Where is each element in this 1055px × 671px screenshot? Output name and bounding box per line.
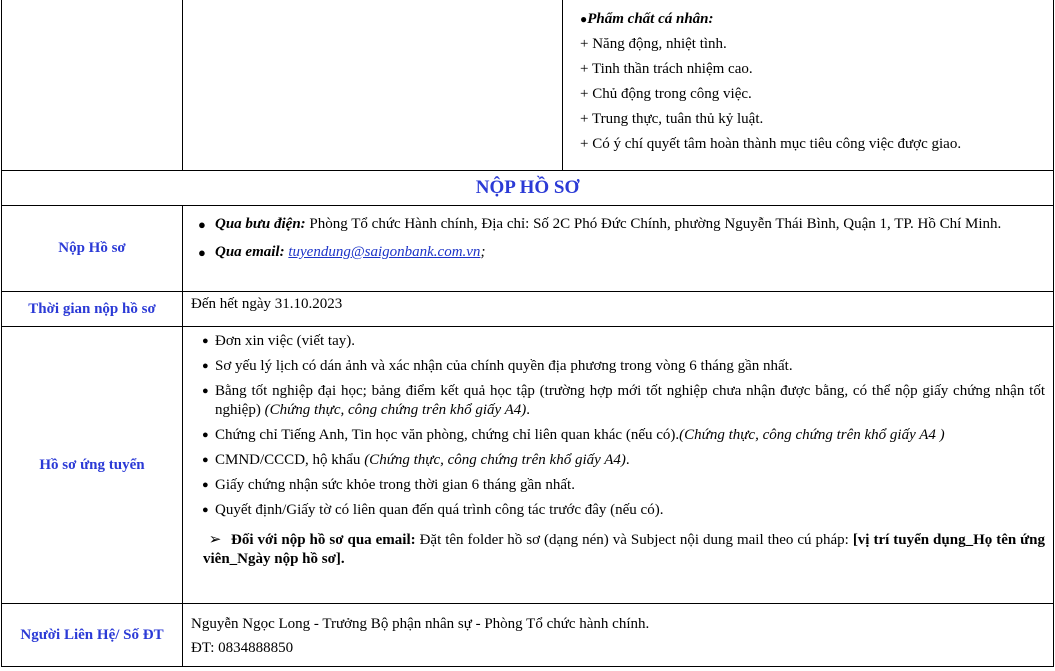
bullet-icon: ● <box>202 454 209 466</box>
deadline-value: Đến hết ngày 31.10.2023 <box>183 292 1054 327</box>
contact-cell <box>183 604 1054 667</box>
qualities-label-cell <box>2 0 183 171</box>
bullet-icon: ● <box>202 360 209 372</box>
document-item: ● Giấy chứng nhận sức khỏe trong thời gian 6 tháng gần nhất. <box>202 477 575 493</box>
documents-cell <box>183 327 1054 604</box>
document-item: ● Đơn xin việc (viết tay). <box>202 333 355 349</box>
post-label: Qua bưu điện: <box>215 216 306 232</box>
deadline-row <box>2 292 1054 327</box>
document-item: ● CMND/CCCD, hộ khẩu (Chứng thực, công chứng trên khổ giấy A4). <box>202 452 630 468</box>
email-link[interactable]: tuyendung@saigonbank.com.vn <box>288 244 481 260</box>
document-item: ● Chứng chỉ Tiếng Anh, Tin học văn phòng, chứng chỉ liên quan khác (nếu có).(Chứng thực, công chứng trên khổ giấy A4 ) <box>202 427 945 443</box>
contact-phone: ĐT: 0834888850 <box>191 640 294 656</box>
bullet-icon: ● <box>202 479 209 491</box>
contact-label: Người Liên Hệ/ Số ĐT <box>2 604 183 667</box>
email-submission-note: ➢ Đối với nộp hồ sơ qua email: Đặt tên folder hồ sơ (dạng nén) và Subject nội dung mail theo cú pháp: [vị trí tuyển dụng_Họ tên ứng viên_Ngày nộp hồ sơ]. <box>203 532 1046 567</box>
documents-label: Hồ sơ ứng tuyển <box>2 327 183 604</box>
submit-row <box>2 206 1054 292</box>
submit-email-item: ● Qua email: tuyendung@saigonbank.com.vn; <box>198 244 486 260</box>
documents-row <box>2 327 1054 604</box>
qualities-row <box>2 0 1054 171</box>
arrow-icon: ➢ <box>208 532 222 548</box>
section-title: NỘP HỒ SƠ <box>2 171 1054 206</box>
quality-item: + Có ý chí quyết tâm hoàn thành mục tiêu công việc được giao. <box>580 136 962 152</box>
document-item: ● Bằng tốt nghiệp đại học; bảng điểm kết quả học tập (trường hợp mới tốt nghiệp chưa nhận được bằng, có thể nộp giấy chứng nhận tốt nghiệp) (Chứng thực, công chứng trên khổ giấy A4). <box>202 383 1045 418</box>
document-item: ● Quyết định/Giấy tờ có liên quan đến quá trình công tác trước đây (nếu có). <box>202 502 664 518</box>
submit-label: Nộp Hồ sơ <box>2 206 183 292</box>
qualities-heading: ●Phẩm chất cá nhân: <box>580 11 714 27</box>
contact-name: Nguyễn Ngọc Long - Trưởng Bộ phận nhân sự - Phòng Tổ chức hành chính. <box>191 616 650 632</box>
job-posting-table <box>1 0 1054 667</box>
contact-row <box>2 604 1054 667</box>
bullet-icon: ● <box>198 245 206 260</box>
bullet-icon: ● <box>202 504 209 516</box>
quality-item: + Trung thực, tuân thủ kỷ luật. <box>580 111 764 127</box>
qualities-cell <box>563 0 1054 171</box>
document-item: ● Sơ yếu lý lịch có dán ảnh và xác nhận của chính quyền địa phương trong vòng 6 tháng gần nhất. <box>202 358 793 374</box>
bullet-icon: ● <box>202 429 209 441</box>
deadline-label: Thời gian nộp hồ sơ <box>2 292 183 327</box>
section-title-row <box>2 171 1054 206</box>
submit-post-item: ● Qua bưu điện: Phòng Tổ chức Hành chính, Địa chỉ: Số 2C Phó Đức Chính, phường Nguyễn Thái Bình, Quận 1, TP. Hồ Chí Minh. <box>198 216 1002 232</box>
bullet-icon: ● <box>198 217 206 232</box>
bullet-icon: ● <box>202 385 209 397</box>
submit-cell <box>183 206 1054 292</box>
quality-item: + Chủ động trong công việc. <box>580 86 752 102</box>
email-label: Qua email: <box>215 244 285 260</box>
bullet-icon: ● <box>580 12 588 26</box>
documents-list <box>201 332 1045 520</box>
quality-item: + Năng động, nhiệt tình. <box>580 36 727 52</box>
bullet-icon: ● <box>202 335 209 347</box>
qualities-empty-cell <box>183 0 563 171</box>
quality-item: + Tinh thần trách nhiệm cao. <box>580 61 753 77</box>
